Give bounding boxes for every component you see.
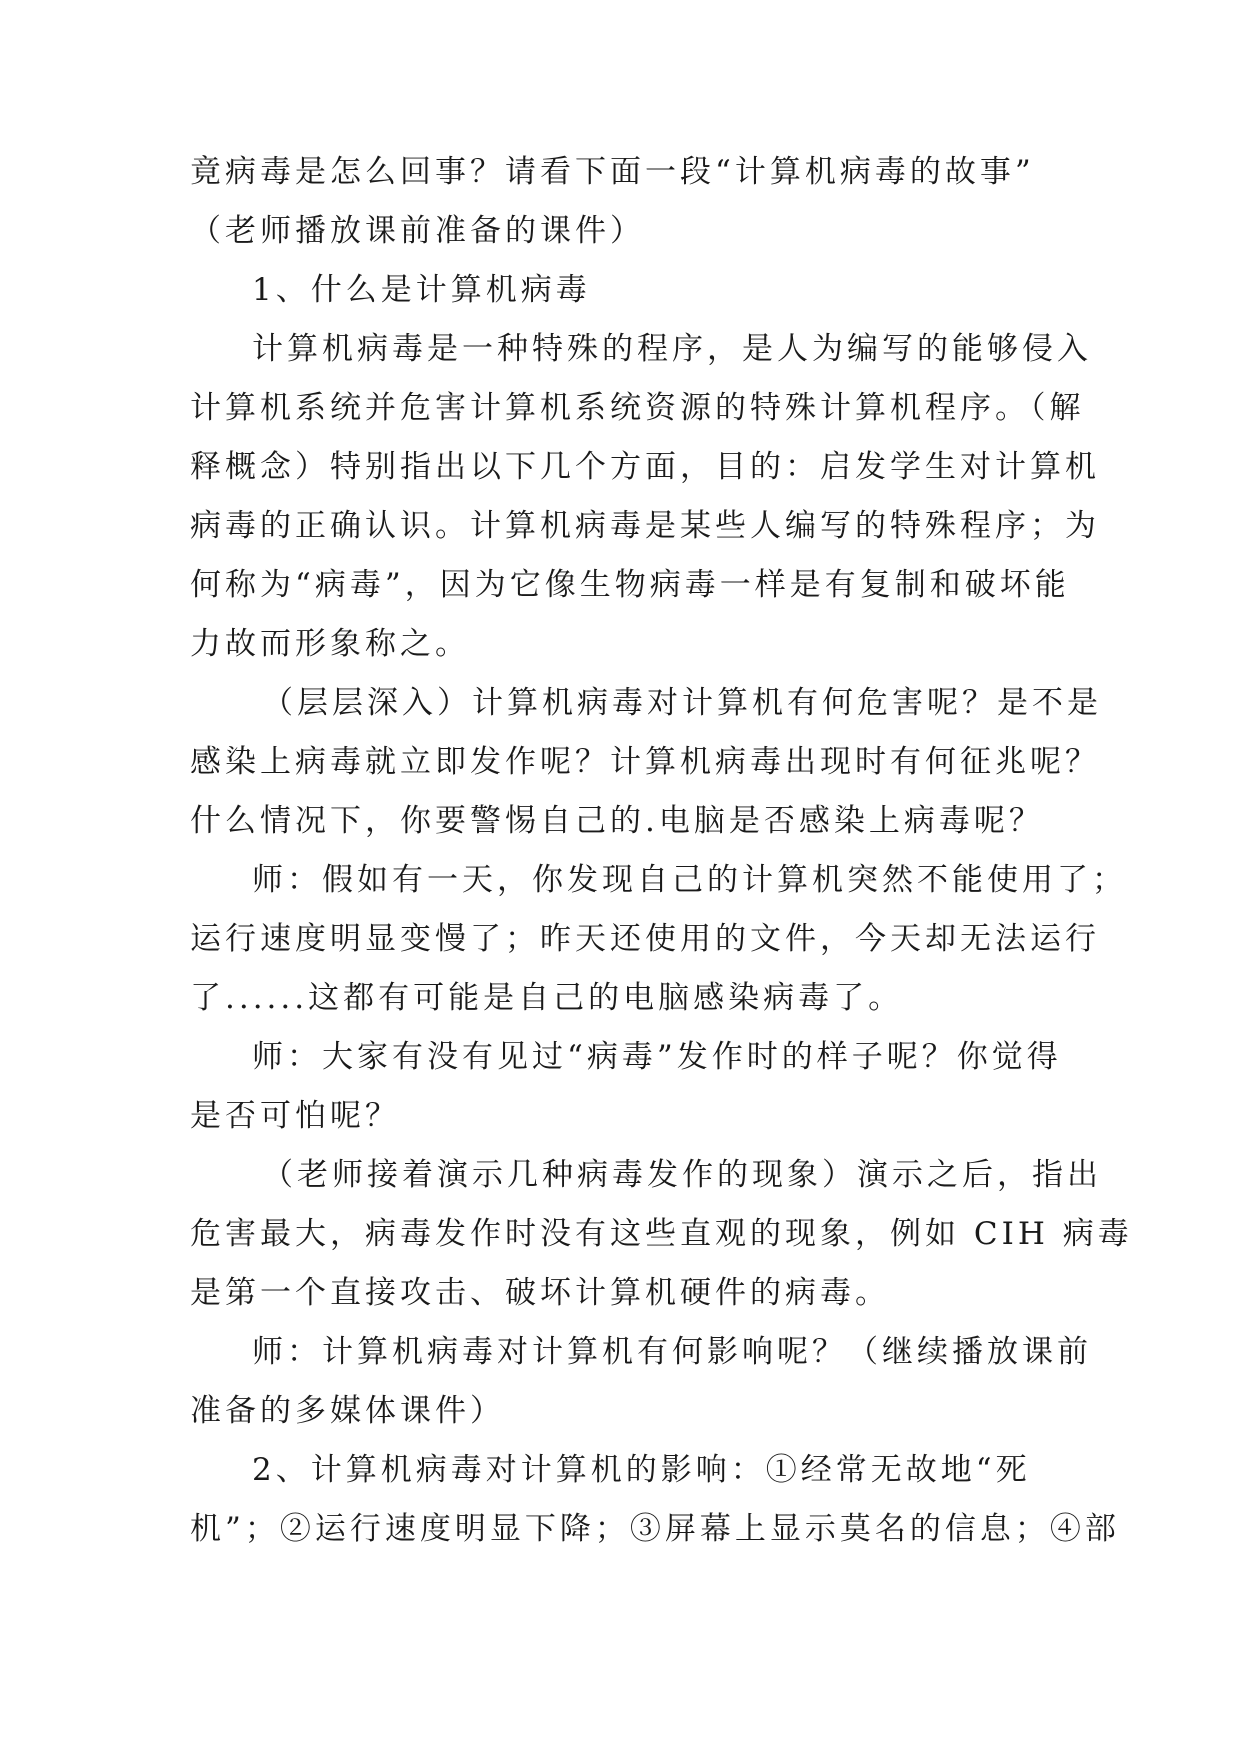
paragraph-line: 释概念）特别指出以下几个方面，目的：启发学生对计算机 xyxy=(190,449,1100,485)
paragraph-line: （层层深入）计算机病毒对计算机有何危害呢？是不是 xyxy=(262,685,1102,721)
paragraph-line: 师：假如有一天，你发现自己的计算机突然不能使用了； xyxy=(252,862,1127,898)
paragraph-line: 何称为“病毒”，因为它像生物病毒一样是有复制和破坏能 xyxy=(190,567,1070,603)
paragraph-line: 是第一个直接攻击、破坏计算机硬件的病毒。 xyxy=(190,1275,890,1311)
section-heading: 2、计算机病毒对计算机的影响：①经常无故地“死 xyxy=(252,1452,1031,1488)
paragraph-line: 是否可怕呢？ xyxy=(190,1098,400,1134)
paragraph-line: 感染上病毒就立即发作呢？计算机病毒出现时有何征兆呢？ xyxy=(190,744,1100,780)
paragraph-line: 准备的多媒体课件） xyxy=(190,1393,505,1429)
paragraph-line: 计算机系统并危害计算机系统资源的特殊计算机程序。（解 xyxy=(190,390,1085,426)
paragraph-line: 什么情况下，你要警惕自己的.电脑是否感染上病毒呢？ xyxy=(190,803,1044,839)
paragraph-line: 力故而形象称之。 xyxy=(190,626,470,662)
paragraph-line: 病毒的正确认识。计算机病毒是某些人编写的特殊程序；为 xyxy=(190,508,1100,544)
paragraph-line: 竟病毒是怎么回事？请看下面一段“计算机病毒的故事” xyxy=(190,154,1035,190)
paragraph-line: 计算机病毒是一种特殊的程序，是人为编写的能够侵入 xyxy=(252,331,1092,367)
section-heading: 1、什么是计算机病毒 xyxy=(252,272,591,308)
paragraph-line: 师：大家有没有见过“病毒”发作时的样子呢？你觉得 xyxy=(252,1039,1062,1075)
paragraph-line: 危害最大，病毒发作时没有这些直观的现象，例如 CIH 病毒 xyxy=(190,1216,1133,1252)
paragraph-line: 师：计算机病毒对计算机有何影响呢？（继续播放课前 xyxy=(252,1334,1092,1370)
paragraph-line: 机”；②运行速度明显下降；③屏幕上显示莫名的信息；④部 xyxy=(190,1511,1120,1547)
paragraph-line: 运行速度明显变慢了；昨天还使用的文件，今天却无法运行 xyxy=(190,921,1100,957)
paragraph-line: （老师播放课前准备的课件） xyxy=(190,213,645,249)
paragraph-line: （老师接着演示几种病毒发作的现象）演示之后，指出 xyxy=(262,1157,1102,1193)
paragraph-line: 了......这都有可能是自己的电脑感染病毒了。 xyxy=(190,980,904,1016)
